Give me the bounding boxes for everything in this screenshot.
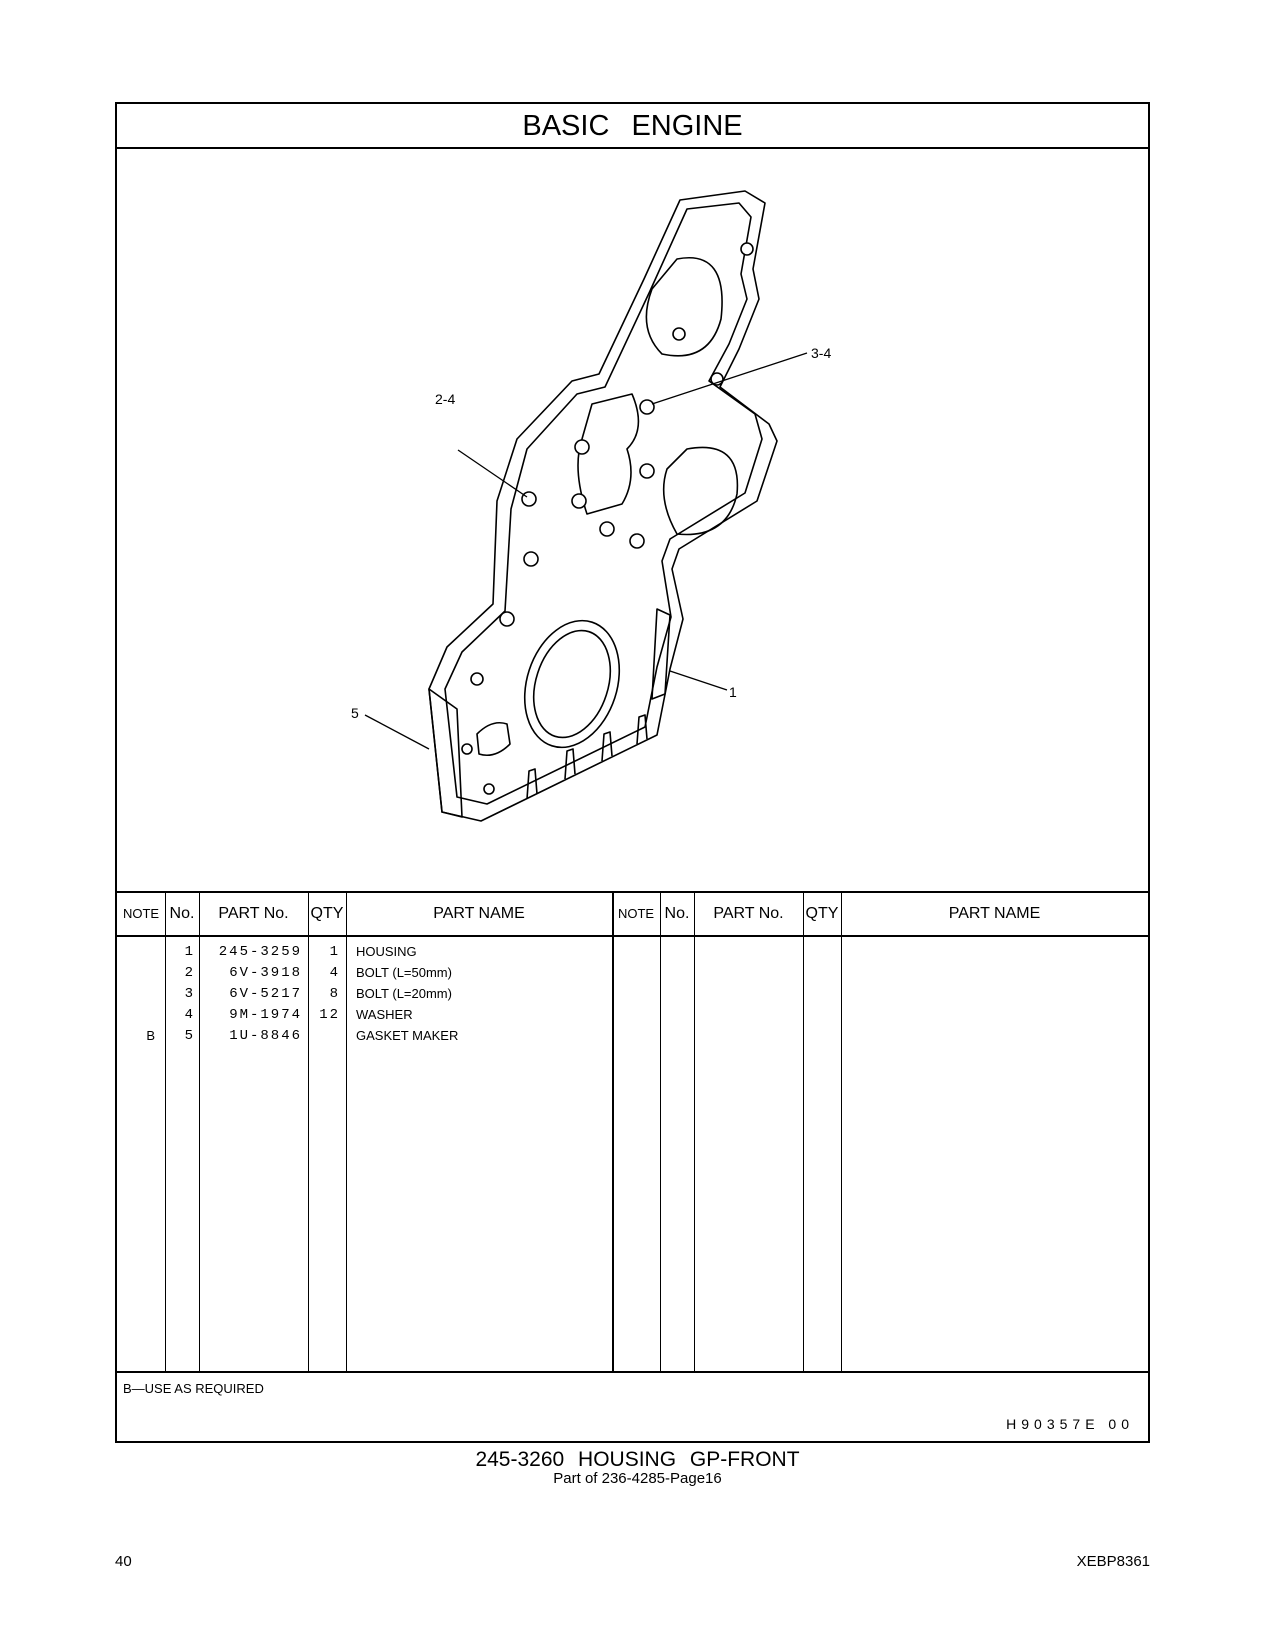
front-housing-drawing xyxy=(117,149,1148,891)
row-no: 3 xyxy=(184,986,195,1002)
group-title: 245-3260 HOUSING GP-FRONT xyxy=(475,1448,800,1471)
page-number: 40 xyxy=(115,1553,132,1570)
row-qty: 8 xyxy=(329,986,340,1002)
callout-3-4: 3-4 xyxy=(811,345,832,361)
row-no: 2 xyxy=(184,965,195,981)
table-row xyxy=(117,983,1148,1005)
row-part-name: BOLT (L=20mm) xyxy=(356,986,452,1001)
row-part-name: HOUSING xyxy=(356,944,417,959)
col-part-name-2: PART NAME xyxy=(948,905,1041,922)
row-note: B xyxy=(146,1028,155,1043)
table-row xyxy=(117,1004,1148,1026)
row-no: 1 xyxy=(184,944,195,960)
col-qty: QTY xyxy=(310,905,344,922)
row-part-name: WASHER xyxy=(356,1007,413,1022)
document-number: XEBP8361 xyxy=(1076,1553,1150,1570)
row-part-no: 1U-8846 xyxy=(229,1028,302,1044)
col-qty-2: QTY xyxy=(805,905,839,922)
col-no: No. xyxy=(169,905,195,922)
col-part-no-2: PART No. xyxy=(713,905,784,922)
row-part-no: 6V-5217 xyxy=(229,986,302,1002)
callout-2-4: 2-4 xyxy=(435,391,456,407)
col-note: NOTE xyxy=(122,906,160,921)
row-qty: 4 xyxy=(329,965,340,981)
figure-id: H90357E 00 xyxy=(1006,1416,1134,1432)
row-qty: 12 xyxy=(319,1007,340,1023)
parts-illustration xyxy=(117,149,1148,891)
footnote: B—USE AS REQUIRED xyxy=(123,1381,264,1396)
row-part-name: BOLT (L=50mm) xyxy=(356,965,452,980)
group-subtitle: Part of 236-4285-Page16 xyxy=(553,1470,722,1487)
row-qty: 1 xyxy=(329,944,340,960)
row-part-no: 9M-1974 xyxy=(229,1007,302,1023)
row-no: 4 xyxy=(184,1007,195,1023)
col-no-2: No. xyxy=(664,905,690,922)
row-part-no: 245-3259 xyxy=(218,944,302,960)
table-row xyxy=(117,941,1148,963)
callout-1: 1 xyxy=(729,684,737,700)
parts-page-frame xyxy=(115,102,1150,1443)
row-part-name: GASKET MAKER xyxy=(356,1028,459,1043)
section-title: BASIC ENGINE xyxy=(117,104,1148,149)
table-row xyxy=(117,962,1148,984)
col-part-name: PART NAME xyxy=(433,905,525,922)
table-header xyxy=(117,893,1148,937)
col-part-no: PART No. xyxy=(218,905,289,922)
col-note-2: NOTE xyxy=(617,906,655,921)
row-no: 5 xyxy=(184,1028,195,1044)
callout-5: 5 xyxy=(351,705,359,721)
row-part-no: 6V-3918 xyxy=(229,965,302,981)
table-row xyxy=(117,1025,1148,1047)
parts-table xyxy=(117,891,1148,1373)
